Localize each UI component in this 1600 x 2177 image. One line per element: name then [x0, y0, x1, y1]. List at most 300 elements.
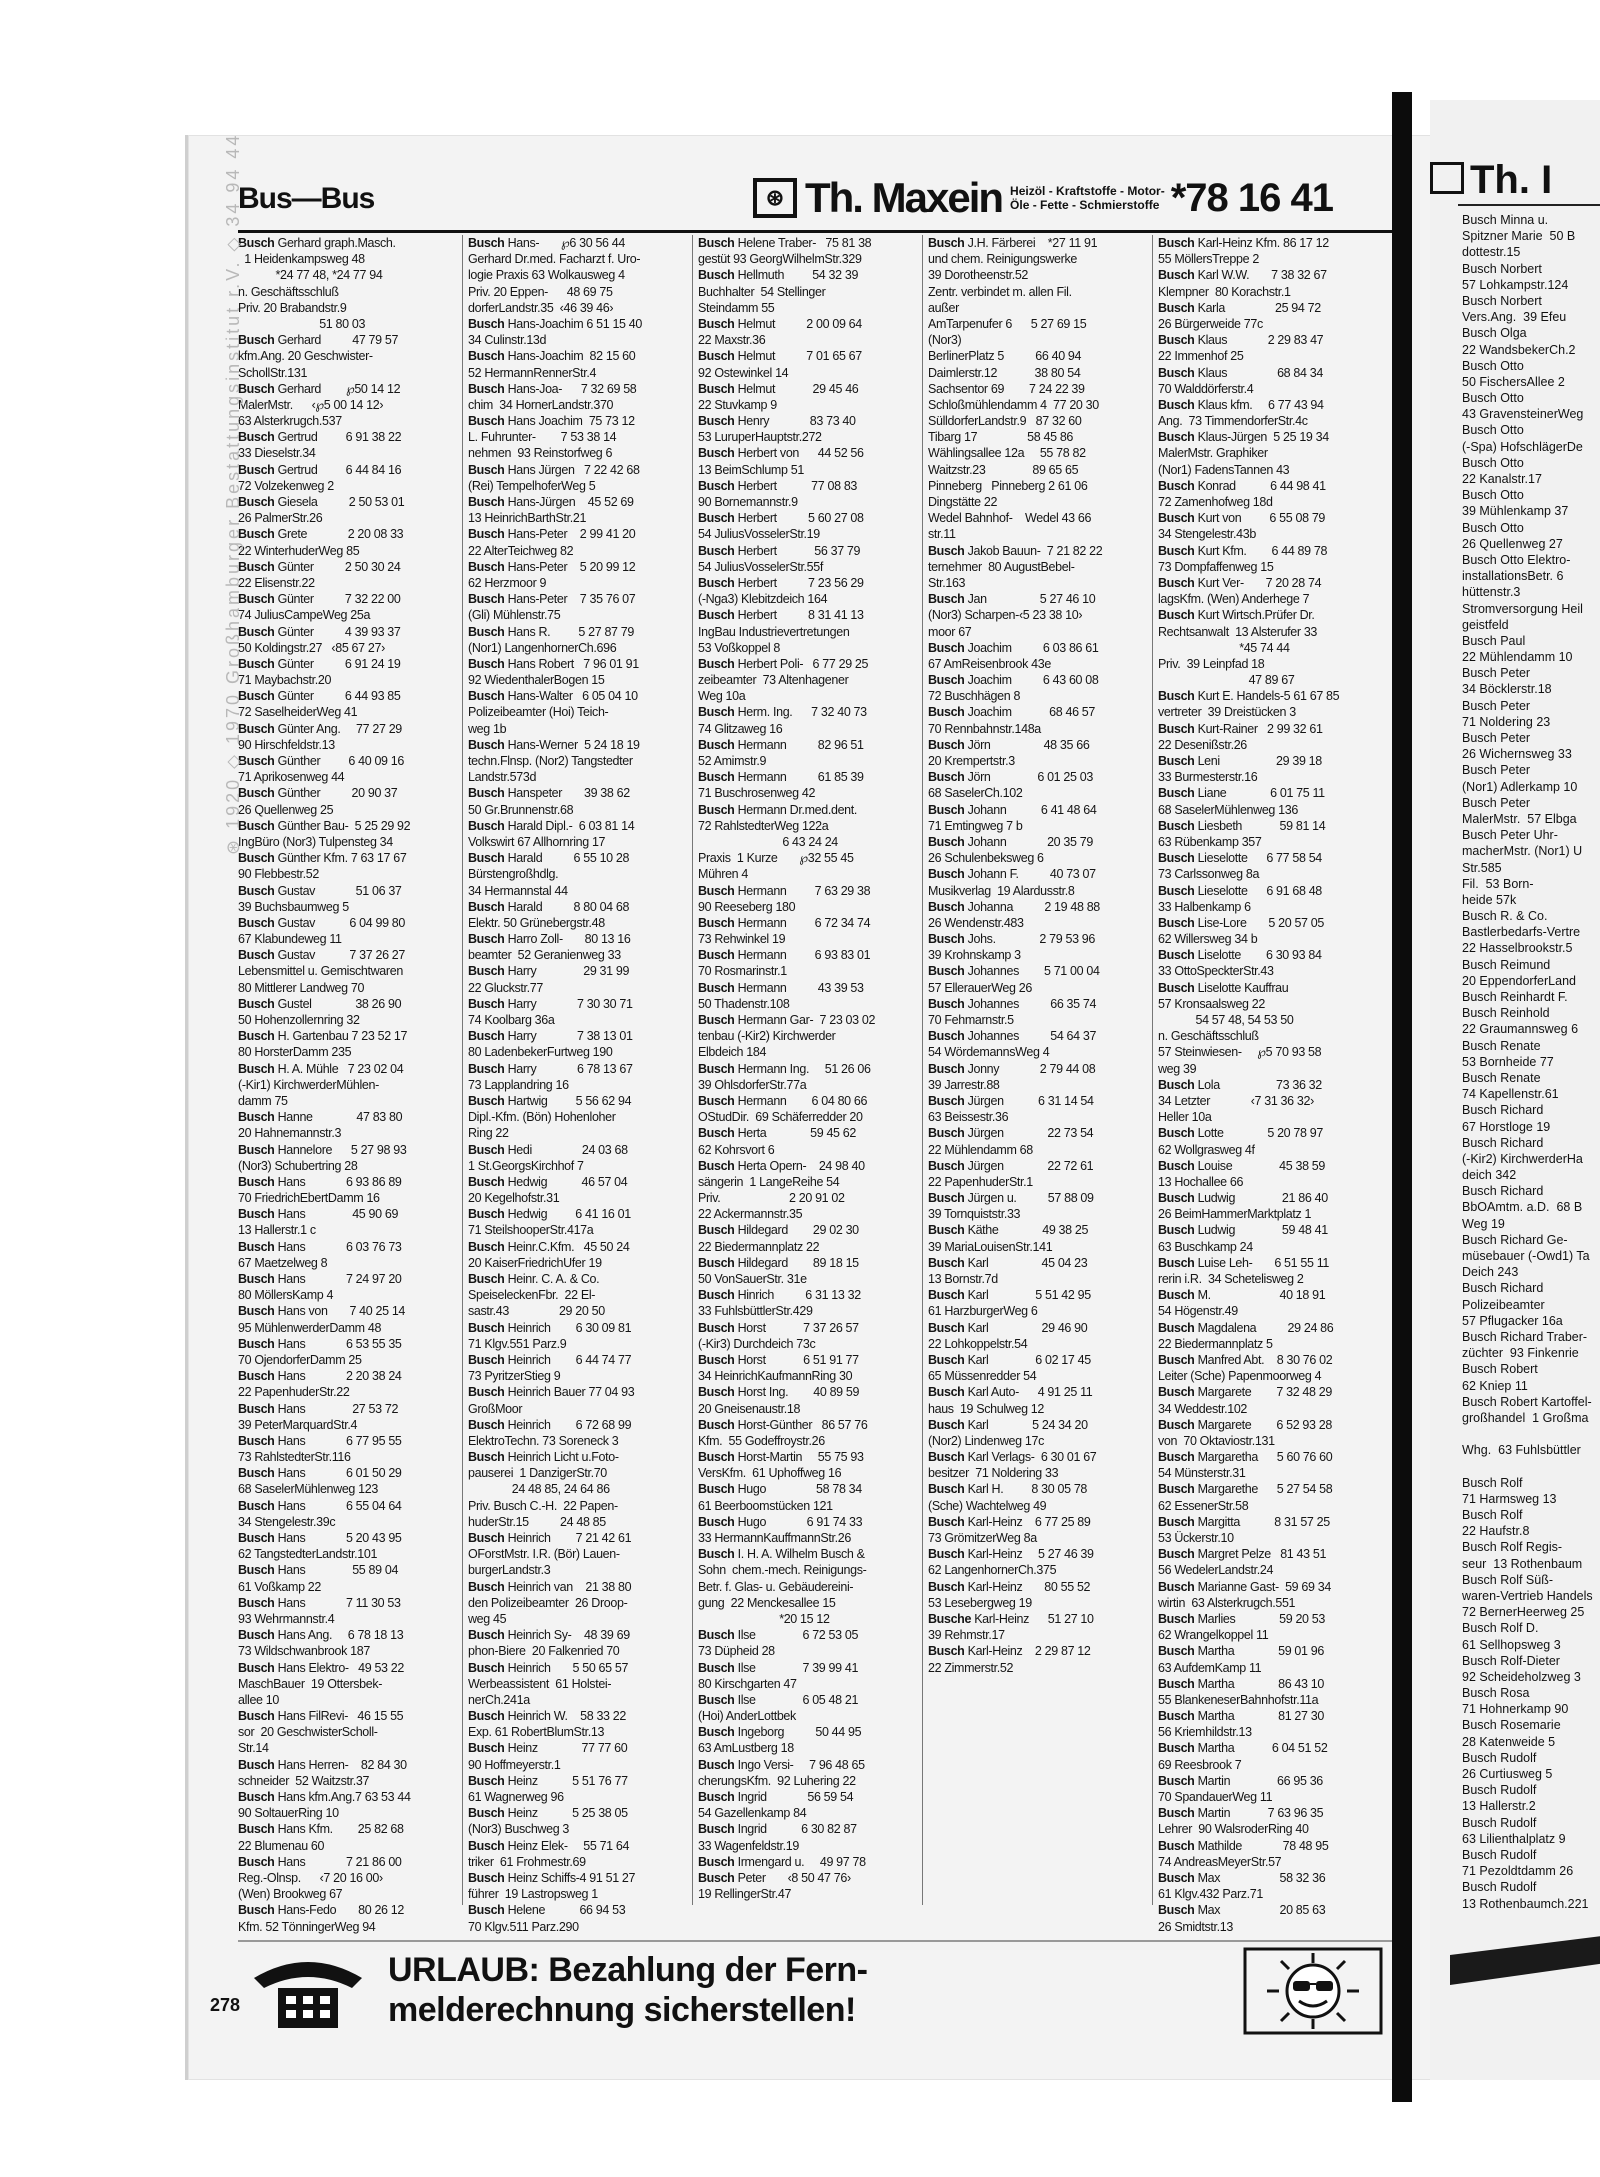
- listing-line: BerlinerPlatz 5 66 40 94: [928, 349, 1082, 364]
- listing-line: Busch Peter: [1462, 731, 1531, 745]
- listing-line: Busch Johannes 5 71 00 04: [928, 964, 1100, 979]
- listing-line: 22 Lohkoppelstr.54: [928, 1336, 1028, 1351]
- listing-line: 74 Koolbarg 36a: [468, 1013, 555, 1027]
- listing-line: Busch Heinr. C. A. & Co.: [468, 1272, 600, 1286]
- listing-line: 34 Stengelestr.39c: [238, 1514, 336, 1529]
- listing-line: Busch Jürgen 22 72 61: [928, 1158, 1094, 1173]
- listing-line: Busch Hugo 6 91 74 33: [698, 1514, 863, 1529]
- listing-line: 22 PapenhuderStr.1: [928, 1174, 1033, 1189]
- listing-line: Busch Kurt Ver- 7 20 28 74: [1158, 575, 1322, 590]
- listing-line: 90 Hirschfeldstr.13: [238, 737, 335, 752]
- listing-line: großhandel 1 Großma: [1462, 1410, 1589, 1425]
- listing-line: 71 SteilshooperStr.417a: [468, 1223, 594, 1238]
- listing-line: Busch Karl W.W. 7 38 32 67: [1158, 268, 1327, 283]
- listing-line: 20 EppendorferLand: [1462, 973, 1576, 988]
- listing-line: Dingstätte 22: [928, 495, 998, 509]
- listing-line: 63 Lilienthalplatz 9: [1462, 1831, 1566, 1846]
- listing-line: Busch Hedi 24 03 68: [468, 1142, 628, 1157]
- listing-line: Sachsentor 69 7 24 22 39: [928, 381, 1085, 396]
- listing-line: Busch Heinr.C.Kfm. 45 50 24: [468, 1239, 630, 1254]
- listing-line: 26 Smidtstr.13: [1158, 1919, 1234, 1934]
- listing-line: Zentr. verbindet m. allen Fil.: [928, 284, 1072, 299]
- listing-line: 39 Dorotheenstr.52: [928, 268, 1029, 283]
- listing-line: Busch Heinz 5 25 38 05: [468, 1806, 628, 1821]
- listing-line: Busch H. A. Mühle 7 23 02 04: [238, 1061, 404, 1076]
- listing-line: (Hoi) AnderLottbek: [698, 1709, 796, 1724]
- listing-line: 1 St.GeorgsKirchhof 7: [468, 1158, 584, 1173]
- listing-line: Busch Günther Kfm. 7 63 17 67: [238, 851, 407, 866]
- listing-line: Exp. 61 RobertBlumStr.13: [468, 1725, 605, 1740]
- listing-line: Priv. Busch C.-H. 22 Papen-: [468, 1498, 618, 1513]
- listing-line: macherMstr. (Nor1) U: [1462, 844, 1583, 859]
- listing-line: 70 OjendorferDamm 25: [238, 1352, 362, 1367]
- listing-line: 33 FuhlsbüttlerStr.429: [698, 1304, 813, 1319]
- listing-line: Busch Jakob Bauun- 7 21 82 22: [928, 543, 1103, 558]
- listing-line: Busch Hans 6 93 86 89: [238, 1174, 402, 1189]
- listing-line: Busch Rosa: [1462, 1686, 1530, 1701]
- listing-line: Busch Gustav 51 06 37: [238, 883, 402, 898]
- listing-line: logie Praxis 63 Wolkausweg 4: [468, 268, 625, 283]
- listing-line: 22 Mühlendamm 68: [928, 1142, 1033, 1157]
- listing-line: Busch Herbert 7 23 56 29: [698, 575, 864, 590]
- listing-line: beamter 52 Geranienweg 33: [468, 948, 621, 963]
- listing-line: Busch Jürgen u. 57 88 09: [928, 1191, 1094, 1206]
- listing-line: Busch I. H. A. Wilhelm Busch &: [698, 1547, 865, 1562]
- listing-line: Busch Hermann 6 04 80 66: [698, 1093, 868, 1108]
- listing-line: pauserei 1 DanzigerStr.70: [468, 1466, 607, 1481]
- listing-line: Busch Otto: [1462, 358, 1524, 373]
- listing-line: Busch Rosemarie: [1462, 1718, 1561, 1733]
- listing-line: Busch Martha 6 04 51 52: [1158, 1741, 1328, 1756]
- listing-line: 22 Biedermannplatz 22: [698, 1239, 820, 1254]
- listing-line: (Nor1) LangenhornerCh.696: [468, 640, 617, 655]
- listing-line: 62 Kniep 11: [1462, 1378, 1528, 1393]
- listing-line: 55 MöllersTreppe 2: [1158, 252, 1259, 267]
- brand-logo-icon: ⊛: [753, 178, 797, 218]
- listing-line: Busch Karl-Heinz 5 27 46 39: [928, 1547, 1094, 1562]
- listing-line: seur 13 Rothenbaum: [1462, 1556, 1583, 1571]
- listing-line: Vers.Ang. 39 Efeu: [1462, 310, 1567, 325]
- listing-line: 22 Biedermannplatz 5: [1158, 1336, 1273, 1351]
- listing-line: 67 Maetzelweg 8: [238, 1255, 328, 1270]
- listing-line: sängerin 1 LangeReihe 54: [698, 1174, 840, 1189]
- listing-line: Busch Gertrud 6 44 84 16: [238, 462, 402, 477]
- bottom-advertisement: [238, 1940, 1408, 2037]
- listing-line: Busch Irmengard u. 49 97 78: [698, 1854, 866, 1869]
- listing-line: Busch Hedwig 46 57 04: [468, 1174, 628, 1189]
- listing-line: (Gli) Mühlenstr.75: [468, 608, 561, 623]
- listing-line: Bastlerbedarfs-Vertre: [1462, 925, 1581, 940]
- listing-line: Busch Gerhard graph.Masch.: [238, 236, 396, 250]
- listing-line: Busch Rudolf: [1462, 1847, 1537, 1862]
- listing-line: Busch Luise Leh- 6 51 55 11: [1158, 1255, 1329, 1270]
- listing-line: n. Geschäftsschluß: [238, 284, 339, 299]
- listing-line: (Nor1) FadensTannen 43: [1158, 462, 1290, 477]
- listing-line: 90 Hoffmeyerstr.1: [468, 1757, 561, 1772]
- listing-line: Busch R. & Co.: [1462, 909, 1548, 924]
- listing-line: Ang. 73 TimmendorferStr.4c: [1158, 414, 1308, 429]
- listing-line: Busch Heinz Schiffs-4 91 51 27: [468, 1870, 636, 1885]
- listing-line: Busch Günter Ang. 77 27 29: [238, 721, 402, 736]
- listing-line: 67 Horstloge 19: [1462, 1119, 1551, 1134]
- listing-line: 71 Buschrosenweg 42: [698, 786, 816, 801]
- listing-line: 47 89 67: [1158, 673, 1295, 688]
- listing-line: Busch Norbert: [1462, 261, 1542, 276]
- listing-line: Busch Karl Auto- 4 91 25 11: [928, 1385, 1093, 1400]
- listing-line: MalerMstr. 57 Elbga: [1462, 811, 1577, 826]
- listing-line: 6 43 24 24: [698, 834, 838, 849]
- listing-line: 67 Klabundeweg 11: [238, 932, 342, 947]
- listing-line: Busch Margarethe 5 27 54 58: [1158, 1482, 1333, 1497]
- header-rule: [1458, 204, 1600, 206]
- listing-line: 50 Gr.Brunnenstr.68: [468, 802, 574, 817]
- listing-line: 33 Burmesterstr.16: [1158, 770, 1258, 785]
- listing-line: Busch Heinrich 5 50 65 57: [468, 1660, 629, 1675]
- listing-line: Busch Peter: [1462, 763, 1531, 778]
- listing-line: Busch Hermann 82 96 51: [698, 737, 864, 752]
- listing-line: 26 Schulenbeksweg 6: [928, 851, 1044, 866]
- listing-line: (Nor3) Buschweg 3: [468, 1822, 570, 1837]
- listing-line: [1462, 1426, 1600, 1442]
- listing-line: (Wen) Brookweg 67: [238, 1887, 343, 1902]
- listing-line: Busch Ilse 6 05 48 21: [698, 1692, 859, 1707]
- listing-line: Busch Günter 6 44 93 85: [238, 689, 401, 704]
- listing-line: Busch Jörn 48 35 66: [928, 737, 1090, 752]
- listing-line: Busch Karl 5 51 42 95: [928, 1288, 1091, 1303]
- listing-line: 73 Lapplandring 16: [468, 1077, 569, 1092]
- listing-line: 50 VonSauerStr. 31e: [698, 1272, 807, 1286]
- listing-line: Busch Hugo 58 78 34: [698, 1482, 862, 1497]
- listing-line: Busch Hans-Werner 5 24 18 19: [468, 737, 640, 752]
- listing-line: Busch Rolf Süß-: [1462, 1572, 1554, 1587]
- listing-line: Busch Ludwig 59 48 41: [1158, 1223, 1328, 1238]
- listing-line: Schloßmühlendamm 4 77 20 30: [928, 397, 1099, 412]
- listing-line: Busch Joachim 6 43 60 08: [928, 673, 1099, 688]
- listing-line: 39 Tornquiststr.33: [928, 1207, 1021, 1222]
- listing-line: techn.Flnsp. (Nor2) Tangstedter: [468, 754, 633, 768]
- listing-line: Busch Kurt Kfm. 6 44 89 78: [1158, 543, 1328, 558]
- listing-line: 67 AmReisenbrook 43e: [928, 656, 1051, 671]
- listing-line: Busch Horst 6 51 91 77: [698, 1352, 859, 1367]
- column-divider: [1152, 235, 1153, 1905]
- listing-line: 62 Wollgrasweg 4f: [1158, 1142, 1255, 1157]
- listing-line: Busch Max 58 32 36: [1158, 1870, 1326, 1885]
- listing-line: 54 Münsterstr.31: [1158, 1466, 1246, 1481]
- listing-line: 39 Rehmstr.17: [928, 1628, 1005, 1643]
- listing-line: Busch Gertrud 6 91 38 22: [238, 430, 402, 445]
- listing-line: Busch Helmut 2 00 09 64: [698, 316, 862, 331]
- listing-line: Busch Hanspeter 39 38 62: [468, 786, 630, 801]
- listing-line: 22 Graumannsweg 6: [1462, 1022, 1579, 1037]
- listing-line: 90 Flebbestr.52: [238, 867, 319, 882]
- listing-line: Busch Liane 6 01 75 11: [1158, 786, 1325, 801]
- listing-line: Busch Helene Traber- 75 81 38: [698, 236, 872, 250]
- listing-line: Busch Lola 73 36 32: [1158, 1077, 1322, 1092]
- listing-line: (Rei) TempelhoferWeg 5: [468, 478, 596, 493]
- listing-line: 24 48 85, 24 64 86: [468, 1482, 610, 1497]
- listing-line: Str.14: [238, 1741, 269, 1756]
- column-divider: [922, 235, 923, 1905]
- listing-line: 80 MöllersKamp 4: [238, 1288, 334, 1303]
- listing-line: 68 SaselerMühlenweg 123: [238, 1482, 378, 1497]
- listing-line: installationsBetr. 6: [1462, 569, 1564, 584]
- listing-line: Busch Karl 5 24 34 20: [928, 1417, 1088, 1432]
- listing-line: Busch M. 40 18 91: [1158, 1288, 1326, 1303]
- listing-line: besitzer 71 Noldering 33: [928, 1466, 1059, 1481]
- listing-line: Busch Käthe 49 38 25: [928, 1223, 1089, 1238]
- listing-line: Busch Herta Opern- 24 98 40: [698, 1158, 865, 1173]
- listing-line: 70 SpandauerWeg 11: [1158, 1790, 1273, 1804]
- adjacent-brand-name: Th. I: [1470, 158, 1553, 202]
- listing-line: 53 Bornheide 77: [1462, 1054, 1554, 1069]
- advertiser-banner: [753, 170, 1333, 226]
- listing-line: Busch Grete 2 20 08 33: [238, 527, 404, 542]
- listing-line: 62 Willersweg 34 b: [1158, 932, 1258, 947]
- listing-line: Busch Günter 2 50 30 24: [238, 559, 401, 574]
- listing-line: Busch Herta 59 45 62: [698, 1126, 856, 1141]
- listing-line: (Nor1) Adlerkamp 10: [1462, 779, 1578, 794]
- listing-line: Busch Ilse 6 72 53 05: [698, 1628, 859, 1643]
- listing-line: sor 20 GeschwisterScholl-: [238, 1725, 378, 1740]
- listing-line: (Nor2) Lindenweg 17c: [928, 1433, 1044, 1448]
- listing-line: Busch Otto: [1462, 455, 1524, 470]
- listing-line: 33 Dieselstr.34: [238, 446, 316, 461]
- listing-line: 70 Rosmarinstr.1: [698, 964, 787, 979]
- listing-line: IngBau Industrievertretungen: [698, 624, 850, 639]
- listing-line: Busch Helmut 7 01 65 67: [698, 349, 862, 364]
- listing-line: nehmen 93 Reinstorfweg 6: [468, 446, 613, 461]
- listing-line: Busch Max 20 85 63: [1158, 1903, 1326, 1918]
- listing-line: Busch Otto: [1462, 488, 1524, 503]
- listing-line: Busch Richard: [1462, 1135, 1544, 1150]
- listing-line: Praxis 1 Kurze ℘32 55 45: [698, 851, 854, 866]
- listing-line: 71 Maybachstr.20: [238, 673, 332, 688]
- listing-line: 54 WördemannsWeg 4: [928, 1045, 1050, 1060]
- listing-line: weg 1b: [468, 721, 507, 736]
- listing-line: ElektroTechn. 73 Soreneck 3: [468, 1433, 619, 1448]
- listing-line: 33 Halbenkamp 6: [1158, 899, 1251, 914]
- listing-line: Busch Hans 6 03 76 73: [238, 1239, 402, 1254]
- listing-line: Str.163: [928, 575, 966, 590]
- listing-line: züchter 93 Finkenrie: [1462, 1346, 1579, 1361]
- listing-line: 39 OhlsdorferStr.77a: [698, 1077, 807, 1092]
- listing-line: 61 Sellhopsweg 3: [1462, 1637, 1561, 1652]
- listing-line: Leiter (Sche) Papenmoorweg 4: [1158, 1369, 1322, 1384]
- listing-line: Weg 10a: [698, 689, 746, 704]
- listing-line: 34 HeinrichKaufmannRing 30: [698, 1369, 853, 1384]
- listing-line: 1 Heidenkampsweg 48: [238, 252, 365, 267]
- listing-line: außer: [928, 300, 959, 315]
- listing-line: Stromversorgung Heil: [1462, 601, 1583, 616]
- listing-line: Betr. f. Glas- u. Gebäudereini-: [698, 1579, 854, 1594]
- listing-line: phon-Biere 20 Falkenried 70: [468, 1644, 620, 1659]
- listing-line: 13 Rothenbaumch.221: [1462, 1896, 1589, 1911]
- listing-line: 22 Haufstr.8: [1462, 1524, 1530, 1539]
- listing-line: L. Fuhrunter- 7 53 38 14: [468, 430, 617, 445]
- listing-line: rerin i.R. 34 Schetelisweg 2: [1158, 1272, 1304, 1286]
- listing-line: Wählingsallee 12a 55 78 82: [928, 446, 1086, 461]
- listing-line: Busch Johann 20 35 79: [928, 834, 1093, 849]
- listing-line: (Nor3) Schubertring 28: [238, 1158, 358, 1173]
- listing-line: 22 Hasselbrookstr.5: [1462, 941, 1573, 956]
- listing-line: Busch Karl 6 02 17 45: [928, 1352, 1091, 1367]
- listing-line: 73 Düpheid 28: [698, 1644, 775, 1659]
- listing-line: Busch Rudolf: [1462, 1880, 1537, 1895]
- directory-page: [185, 132, 1443, 2080]
- listing-line: 61 Beerboomstücken 121: [698, 1498, 833, 1513]
- listing-line: Busch Heinrich Bauer 77 04 93: [468, 1385, 635, 1400]
- listing-line: Busch Hans-Joa- 7 32 69 58: [468, 381, 637, 396]
- listing-line: 62 Wrangelkoppel 11: [1158, 1628, 1269, 1643]
- listing-line: 26 Quellenweg 25: [238, 802, 334, 817]
- listing-line: Busch Günter 6 91 24 19: [238, 656, 401, 671]
- listing-line: Volkswirt 67 Allhornring 17: [468, 834, 606, 849]
- listing-line: Busch Harry 7 38 13 01: [468, 1029, 633, 1044]
- listing-line: den Polizeibeamter 26 Droop-: [468, 1595, 628, 1610]
- page-number: 278: [210, 1995, 241, 2015]
- listing-line: Busch Herbert 77 08 83: [698, 478, 858, 493]
- listing-line: Busch Gustav 7 37 26 27: [238, 948, 406, 963]
- listing-line: 34 Culinstr.13d: [468, 333, 547, 348]
- listing-line: 56 Kriemhildstr.13: [1158, 1725, 1252, 1740]
- listing-column-1: [238, 235, 460, 1935]
- listing-line: Lebensmittel u. Gemischtwaren: [238, 964, 403, 979]
- listing-line: 22 Ackermannstr.35: [698, 1207, 803, 1222]
- listing-line: lagsKfm. (Wen) Anderhege 7: [1158, 592, 1310, 607]
- listing-line: Busch Magdalena 29 24 86: [1158, 1320, 1334, 1335]
- listing-line: Busch Ingrid 56 59 54: [698, 1790, 854, 1804]
- listing-line: Busch Hedwig 6 41 16 01: [468, 1207, 631, 1222]
- listing-line: Busch Peter: [1462, 795, 1531, 810]
- listing-line: *45 74 44: [1158, 640, 1290, 655]
- advertisement-text: [388, 1950, 1138, 2030]
- listing-line: Busch Hans FilRevi- 46 15 55: [238, 1709, 404, 1724]
- listing-line: 74 Kapellenstr.61: [1462, 1087, 1559, 1102]
- brand-tagline-line-2: Öle - Fette - Schmierstoffe: [1010, 198, 1160, 212]
- listing-line: 13 BeimSchlump 51: [698, 462, 804, 477]
- listing-line: Busch Giesela 2 50 53 01: [238, 495, 405, 509]
- listing-line: Busch Hans Kfm. 25 82 68: [238, 1822, 404, 1837]
- listing-line: Busch Harry 29 31 99: [468, 964, 630, 979]
- listing-line: Busch Klaus-Jürgen 5 25 19 34: [1158, 430, 1329, 445]
- listing-line: Busch Herbert 5 60 27 08: [698, 511, 864, 526]
- listing-line: führer 19 Lastropsweg 1: [468, 1887, 598, 1902]
- listing-line: 63 Beissestr.36: [928, 1110, 1009, 1125]
- listing-line: von 70 Oktaviostr.131: [1158, 1433, 1275, 1448]
- listing-line: Busch Hans-Joachim 82 15 60: [468, 349, 636, 364]
- listing-line: 39 MariaLouisenStr.141: [928, 1239, 1053, 1254]
- listing-line: [1462, 1458, 1600, 1474]
- listing-line: Busch Jörn 6 01 25 03: [928, 770, 1093, 785]
- listing-line: Busch Harald 8 80 04 68: [468, 899, 630, 914]
- listing-line: Busch Martin 66 95 36: [1158, 1773, 1323, 1788]
- listing-line: Busch Harald Dipl.- 6 03 81 14: [468, 818, 635, 833]
- listing-line: 22 PapenhuderStr.22: [238, 1385, 350, 1400]
- listing-line: n. Geschäftsschluß: [1158, 1029, 1259, 1044]
- listing-line: 13 Hochallee 66: [1158, 1174, 1244, 1189]
- listing-line: Busch Hartwig 5 56 62 94: [468, 1093, 632, 1108]
- listing-line: Busch Hans 7 21 86 00: [238, 1854, 402, 1869]
- listing-line: 71 Emtingweg 7 b: [928, 818, 1023, 833]
- listing-line: Polizeibeamter: [1462, 1297, 1545, 1312]
- listing-line: 52 Amimstr.9: [698, 754, 767, 768]
- listing-line: 22 Blumenau 60: [238, 1838, 325, 1853]
- listing-line: (-Spa) HofschlägerDe: [1462, 439, 1583, 454]
- listing-line: Str.585: [1462, 860, 1502, 875]
- listing-line: 22 Desenißstr.26: [1158, 737, 1247, 752]
- listing-line: nerCh.241a: [468, 1692, 530, 1707]
- listing-line: 22 Zimmerstr.52: [928, 1660, 1014, 1675]
- listing-line: Busch Hans von 7 40 25 14: [238, 1304, 406, 1319]
- listing-line: Busch Richard: [1462, 1184, 1544, 1199]
- listing-line: 54 Gazellenkamp 84: [698, 1806, 807, 1821]
- listing-line: hüttenstr.3: [1462, 585, 1521, 600]
- listing-line: Busch Johann 6 41 48 64: [928, 802, 1097, 817]
- listing-line: 65 Müssenredder 54: [928, 1369, 1037, 1384]
- listing-line: 74 Glitzaweg 16: [698, 721, 783, 736]
- listing-line: Busch Hans Robert 7 96 01 91: [468, 656, 639, 671]
- listing-line: 39 Mühlenkamp 37: [1462, 504, 1569, 519]
- listing-line: 39 Buchsbaumweg 5: [238, 899, 349, 914]
- listing-line: 54 Högenstr.49: [1158, 1304, 1238, 1319]
- listing-line: Busch Harry 6 78 13 67: [468, 1061, 633, 1076]
- listing-line: 61 Voßkamp 22: [238, 1579, 322, 1594]
- listing-line: 80 Kirschgarten 47: [698, 1676, 797, 1691]
- listing-line: Busch Rudolf: [1462, 1815, 1537, 1830]
- listing-line: 19 RellingerStr.47: [698, 1887, 792, 1902]
- listing-line: 92 Ostewinkel 14: [698, 365, 789, 380]
- listing-line: Busch Lieselotte 6 91 68 48: [1158, 883, 1322, 898]
- listing-line: 73 Wildschwanbrook 187: [238, 1644, 370, 1659]
- listing-line: 72 SaselheiderWeg 41: [238, 705, 358, 720]
- listing-line: 80 HorsterDamm 235: [238, 1045, 352, 1060]
- listing-line: Busch Karl-Heinz Kfm. 86 17 12: [1158, 236, 1329, 250]
- listing-line: Busch Liselotte 6 30 93 84: [1158, 948, 1322, 963]
- listing-line: (-Kir1) KirchwerderMühlen-: [238, 1077, 379, 1092]
- listing-line: Busch Peter ‹8 50 47 76›: [698, 1870, 851, 1885]
- listing-line: 72 Zamenhofweg 18d: [1158, 495, 1273, 509]
- listing-line: 73 GrömitzerWeg 8a: [928, 1531, 1037, 1545]
- listing-line: 33 OttoSpeckterStr.43: [1158, 964, 1274, 979]
- listing-line: Busch Kurt E. Handels-5 61 67 85: [1158, 689, 1340, 704]
- listing-line: heide 57k: [1462, 892, 1517, 907]
- listing-line: Kfm. 55 Godeffroystr.26: [698, 1433, 825, 1448]
- listing-line: 70 Fehmarnstr.5: [928, 1013, 1014, 1027]
- listing-line: Busch Reinhold: [1462, 1006, 1550, 1021]
- listing-line: Busch Hans 5 20 43 95: [238, 1531, 402, 1545]
- page-title: Bus—Bus: [238, 182, 375, 215]
- listing-column-4: [928, 235, 1150, 1676]
- listing-line: 53 Voßkoppel 8: [698, 640, 780, 655]
- listing-line: Busch Liselotte Kauffrau: [1158, 980, 1289, 995]
- listing-line: müsebauer (-Owd1) Ta: [1462, 1249, 1590, 1263]
- listing-line: 22 Maxstr.36: [698, 333, 766, 348]
- listing-line: sastr.43 29 20 50: [468, 1304, 605, 1319]
- listing-line: Busch Peter Uhr-: [1462, 828, 1558, 843]
- listing-line: 13 Hallerstr.2: [1462, 1799, 1536, 1814]
- listing-line: Busch Gerhard 47 79 57: [238, 333, 399, 348]
- listing-line: Busch Martha 59 01 96: [1158, 1644, 1324, 1659]
- listing-line: 71 Hohnerkamp 90: [1462, 1702, 1569, 1717]
- listing-line: Busch Ludwig 21 86 40: [1158, 1191, 1328, 1206]
- listing-line: Busch Klaus 68 84 34: [1158, 365, 1323, 380]
- listing-line: Busch Heinrich 7 21 42 61: [468, 1531, 632, 1545]
- listing-line: 72 BernerHeerweg 25: [1462, 1605, 1585, 1620]
- listing-line: Busch Hans 7 11 30 53: [238, 1595, 401, 1610]
- listing-line: und chem. Reinigungswerke: [928, 252, 1077, 267]
- listing-line: Busch Konrad 6 44 98 41: [1158, 478, 1326, 493]
- listing-line: 13 Bornstr.7d: [928, 1272, 998, 1286]
